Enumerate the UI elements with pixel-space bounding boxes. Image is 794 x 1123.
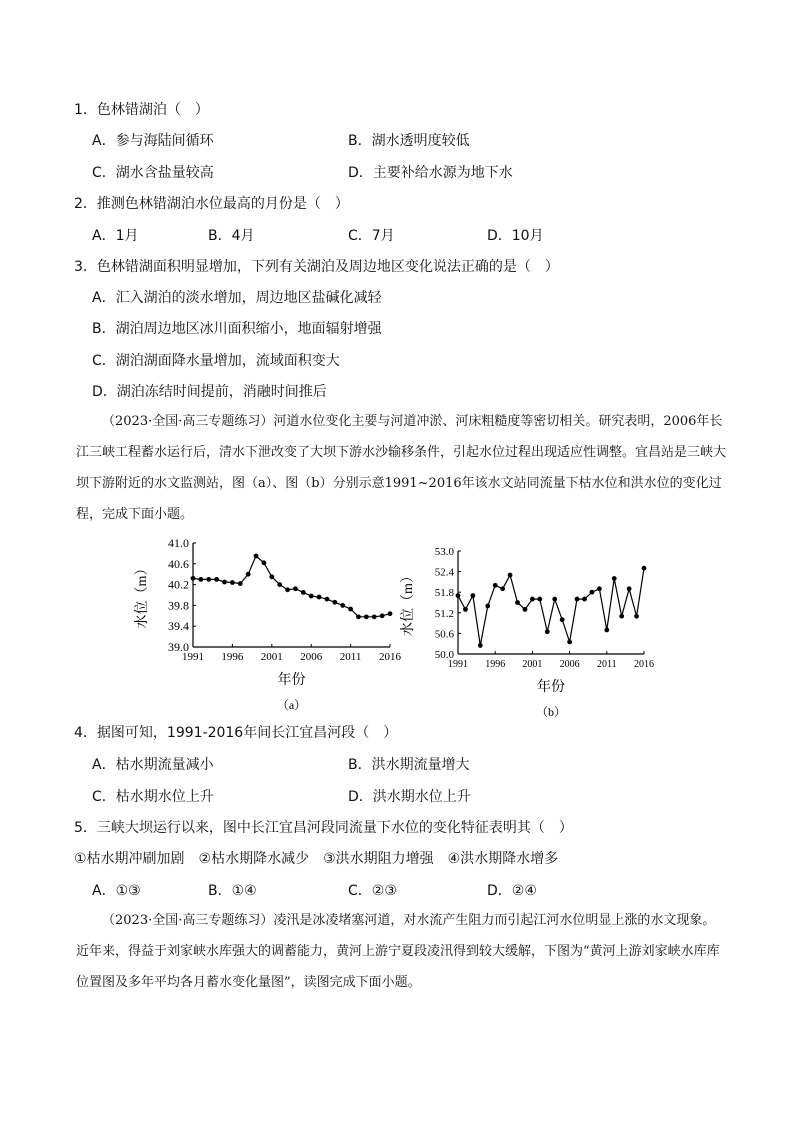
chart-b-point: [590, 590, 595, 595]
question-1-option-a[interactable]: A．参与海陆间循环: [92, 133, 214, 149]
chart-b-point: [604, 628, 609, 633]
chart-a-point: [277, 582, 282, 587]
chart-b-point: [500, 586, 505, 591]
chart-b-point: [642, 566, 647, 571]
question-3-option-a[interactable]: A．汇入湖泊的淡水增加，周边地区盐碱化减轻: [92, 290, 382, 306]
chart-b-svg: [398, 540, 678, 722]
chart-a-y-tick-label: 40.6: [168, 556, 189, 571]
chart-a-point: [332, 600, 337, 605]
question-4-option-a[interactable]: A．枯水期流量减小: [92, 757, 214, 773]
chart-a-caption: （a）: [276, 698, 307, 712]
chart-a-point: [191, 576, 196, 581]
chart-a-point: [262, 560, 267, 565]
chart-a-point: [317, 595, 322, 600]
chart-a-point: [348, 607, 353, 612]
chart-b-y-tick-label: 52.4: [434, 566, 454, 579]
question-5-option-a[interactable]: A．①③: [92, 883, 141, 899]
chart-b-point: [523, 607, 528, 612]
chart-a-point: [380, 613, 385, 618]
question-4-option-d[interactable]: D．洪水期水位上升: [348, 789, 471, 805]
question-1-option-b[interactable]: B．湖水透明度较低: [348, 133, 470, 149]
chart-a-xlabel: 年份: [277, 673, 306, 688]
question-3-option-c[interactable]: C．湖泊湖面降水量增加，流域面积变大: [92, 353, 340, 369]
chart-a-point: [230, 580, 235, 585]
chart-b-point: [634, 614, 639, 619]
question-2-option-c[interactable]: C．7月: [348, 228, 395, 244]
passage-2: （2023·全国·高三专题练习）凌汛是冰凌堵塞河道，对水流产生阻力而引起江河水位明显上涨的水文现象。近年来，得益于刘家峡水库强大的调蓄能力，黄河上游宁夏段凌汛得到较大缓解，下图为“黄河上游刘家峡水库库位置图及多年平均各月蓄水变化量图”，读图完成下面小题。: [76, 913, 720, 990]
chart-b: [398, 540, 678, 722]
chart-b-y-tick-label: 51.8: [434, 587, 454, 600]
chart-a-ylabel: 水位（m）: [135, 561, 150, 629]
chart-b-point: [582, 597, 587, 602]
chart-b-xlabel: 年份: [537, 680, 565, 695]
chart-b-point: [627, 586, 632, 591]
chart-b-point: [619, 614, 624, 619]
question-1-option-d[interactable]: D．主要补给水源为地下水: [348, 165, 513, 181]
question-5-statements: ①枯水期冲刷加剧 ②枯水期降水减少 ③洪水期阻力增强 ④洪水期降水增多: [74, 851, 559, 867]
chart-a-x-tick-label: 2011: [339, 651, 362, 663]
chart-a-point: [372, 614, 377, 619]
chart-b-point: [463, 607, 468, 612]
chart-b-caption: （b）: [535, 705, 567, 719]
chart-a-point: [285, 587, 290, 592]
chart-a-point: [325, 597, 330, 602]
chart-a-x-tick-label: 2006: [300, 651, 323, 663]
chart-a-svg: [128, 532, 408, 722]
chart-a-point: [206, 577, 211, 582]
chart-a-x-tick-label: 1996: [221, 651, 244, 663]
chart-a-y-tick-label: 41.0: [168, 536, 189, 550]
passage-1: （2023·全国·高三专题练习）河道水位变化主要与河道冲淤、河床粗糙度等密切相关。研究表明，2006年长江三峡工程蓄水运行后，清水下泄改变了大坝下游水沙输移条件，引起水位过程出现适应性调整。宜昌站是三峡大坝下游附近的水文监测站，图（a）、图（b）分别示意1991~2016年该水文站同流量下枯水位和洪水位的变化过程，完成下面小题。: [76, 414, 727, 522]
question-5-option-c[interactable]: C．②③: [348, 883, 397, 899]
question-1-option-c[interactable]: C．湖水含盐量较高: [92, 165, 214, 181]
question-5-option-d[interactable]: D．②④: [487, 883, 537, 899]
question-4-stem: 4．据图可知，1991-2016年间长江宜昌河段（ ）: [74, 725, 398, 741]
chart-b-x-tick-label: 1996: [485, 659, 506, 670]
chart-b-point: [575, 597, 580, 602]
chart-b-point: [456, 593, 461, 598]
chart-a-x-tick-label: 2001: [260, 651, 283, 663]
chart-b-point: [597, 586, 602, 591]
chart-b-point: [530, 597, 535, 602]
chart-a-x-tick-label: 2016: [379, 651, 401, 663]
chart-a: [128, 532, 408, 722]
chart-b-point: [567, 640, 572, 645]
chart-a-y-tick-label: 40.2: [168, 577, 189, 592]
chart-b-y-tick-label: 51.2: [434, 607, 454, 620]
question-3-option-b[interactable]: B．湖泊周边地区冰川面积缩小，地面辐射增强: [92, 321, 382, 337]
chart-b-point: [537, 597, 542, 602]
chart-b-point: [560, 617, 565, 622]
chart-a-x-tick-label: 1991: [182, 651, 204, 663]
question-3-option-d[interactable]: D．湖泊冻结时间提前，消融时间推后: [92, 384, 327, 400]
chart-b-y-tick-label: 50.0: [434, 649, 454, 661]
chart-b-x-tick-label: 2016: [634, 659, 654, 670]
chart-a-point: [222, 580, 227, 585]
chart-b-point: [508, 573, 513, 578]
chart-a-point: [356, 614, 361, 619]
question-2-option-a[interactable]: A．1月: [92, 228, 139, 244]
chart-b-ylabel: 水位（m）: [401, 569, 416, 636]
chart-a-series-line: [193, 556, 390, 617]
chart-b-point: [545, 629, 550, 634]
chart-b-point: [612, 576, 617, 581]
question-5-option-b[interactable]: B．①④: [208, 883, 257, 899]
chart-a-point: [198, 577, 203, 582]
chart-a-point: [214, 577, 219, 582]
chart-a-point: [246, 572, 251, 577]
question-2-option-b[interactable]: B．4月: [208, 228, 255, 244]
chart-a-point: [388, 611, 393, 616]
chart-b-point: [493, 583, 498, 588]
chart-a-point: [293, 586, 298, 591]
chart-a-y-tick-label: 39.8: [168, 598, 189, 613]
chart-b-y-tick-label: 50.6: [434, 628, 454, 641]
chart-b-x-tick-label: 2001: [522, 659, 543, 670]
chart-a-y-tick-label: 39.4: [168, 619, 189, 634]
chart-b-x-tick-label: 1991: [448, 659, 468, 670]
chart-b-x-tick-label: 2006: [559, 659, 580, 670]
chart-a-point: [301, 590, 306, 595]
question-5-stem: 5．三峡大坝运行以来，图中长江宜昌河段同流量下水位的变化特征表明其（ ）: [74, 820, 573, 836]
question-4-option-c[interactable]: C．枯水期水位上升: [92, 789, 214, 805]
chart-b-x-tick-label: 2011: [596, 659, 617, 670]
chart-b-point: [478, 643, 483, 648]
chart-a-point: [254, 554, 259, 559]
chart-a-point: [269, 574, 274, 579]
chart-a-point: [340, 603, 345, 608]
chart-b-point: [470, 593, 475, 598]
chart-b-point: [515, 600, 520, 605]
question-3-stem: 3．色林错湖面积明显增加，下列有关湖泊及周边地区变化说法正确的是（ ）: [74, 259, 559, 275]
chart-a-point: [309, 594, 314, 599]
question-1-stem: 1．色林错湖泊（ ）: [74, 102, 209, 118]
chart-a-point: [364, 614, 369, 619]
question-4-option-b[interactable]: B．洪水期流量增大: [348, 757, 470, 773]
chart-a-point: [238, 581, 243, 586]
question-2-stem: 2．推测色林错湖泊水位最高的月份是（ ）: [74, 196, 349, 212]
chart-b-y-tick-label: 53.0: [434, 546, 454, 558]
chart-a-y-tick-label: 39.0: [168, 640, 189, 654]
question-2-option-d[interactable]: D．10月: [487, 228, 544, 244]
chart-b-point: [552, 597, 557, 602]
chart-b-point: [485, 604, 490, 609]
